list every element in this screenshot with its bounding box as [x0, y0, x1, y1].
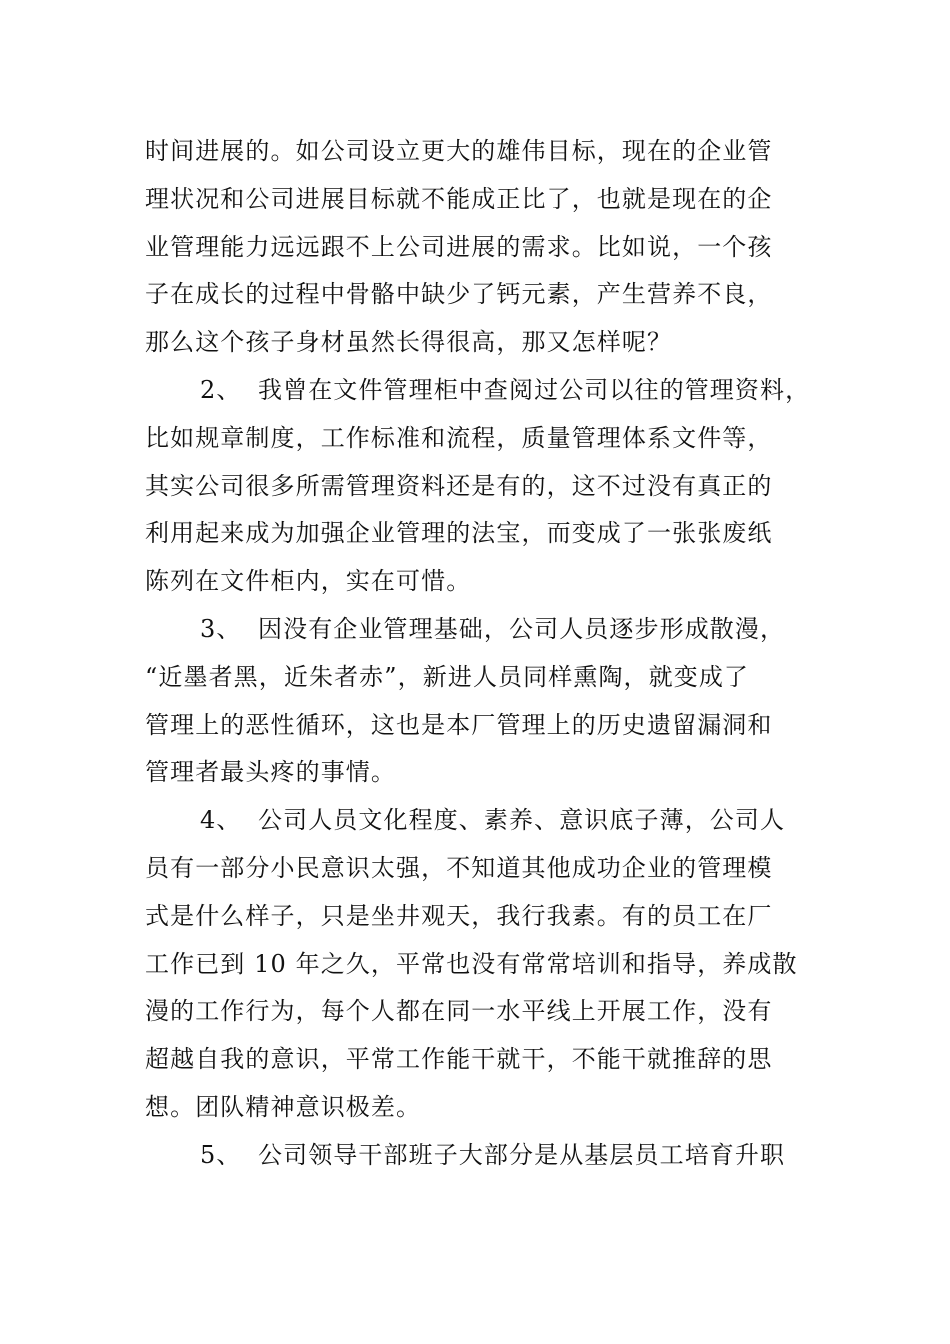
text-line: 公司领导干部班子大部分是从基层员工培育升职: [258, 1140, 786, 1169]
item-number: 3、: [200, 614, 242, 643]
text-line: 因没有企业管理基础，公司人员逐步形成散漫，: [258, 614, 786, 643]
item-number: 4、: [200, 806, 242, 835]
text-line: 时间进展的。如公司设立更大的雄伟目标，现在的企业管: [145, 137, 773, 165]
document-body: [145, 128, 810, 1180]
text-line: 式是什么样子，只是坐井观天，我行我素。有的员工在厂: [145, 901, 773, 930]
text-line: 公司人员文化程度、素养、意识底子薄，公司人: [258, 806, 786, 835]
item-number: 2、: [200, 375, 242, 404]
numbered-line: [145, 367, 810, 415]
paragraph-1: [145, 128, 810, 367]
text-line: 其实公司很多所需管理资料还是有的，这不过没有真正的: [145, 471, 773, 500]
text-line: 我曾在文件管理柜中查阅过公司以往的管理资料，: [258, 375, 811, 404]
text-line: 超越自我的意识，平常工作能干就干，不能干就推辞的思: [145, 1045, 773, 1074]
paragraph-2: [145, 367, 810, 606]
text-line: 员有一部分小民意识太强，不知道其他成功企业的管理模: [145, 853, 773, 882]
text-line: 利用起来成为加强企业管理的法宝，而变成了一张张废纸: [145, 519, 773, 548]
text-line: 那么这个孩子身材虽然长得很高，那又怎样呢？: [145, 328, 673, 357]
text-line: 陈列在文件柜内，实在可惜。: [145, 567, 472, 596]
numbered-line: [145, 797, 810, 845]
paragraph-3: [145, 606, 810, 797]
text-line: 管理者最头疼的事情。: [145, 758, 396, 787]
numbered-line: [145, 606, 810, 654]
text-line: 子在成长的过程中骨骼中缺少了钙元素，产生营养不良，: [145, 280, 773, 309]
paragraph-5: [145, 1132, 810, 1180]
text-line: 比如规章制度，工作标准和流程，质量管理体系文件等，: [145, 423, 773, 452]
text-line: 业管理能力远远跟不上公司进展的需求。比如说，一个孩: [145, 232, 773, 261]
numbered-line: [145, 1132, 810, 1180]
text-line: “近墨者黑，近朱者赤”，新进人员同样熏陶，就变成了: [145, 662, 750, 691]
text-line: 管理上的恶性循环，这也是本厂管理上的历史遗留漏洞和: [145, 710, 773, 739]
item-number: 5、: [200, 1140, 242, 1169]
paragraph-4: [145, 797, 810, 1132]
text-line: 想。团队精神意识极差。: [145, 1092, 422, 1121]
text-line: 工作已到 10 年之久，平常也没有常常培训和指导，养成散: [145, 949, 798, 978]
text-line: 理状况和公司进展目标就不能成正比了，也就是现在的企: [145, 184, 773, 213]
text-line: 漫的工作行为，每个人都在同一水平线上开展工作，没有: [145, 997, 773, 1026]
